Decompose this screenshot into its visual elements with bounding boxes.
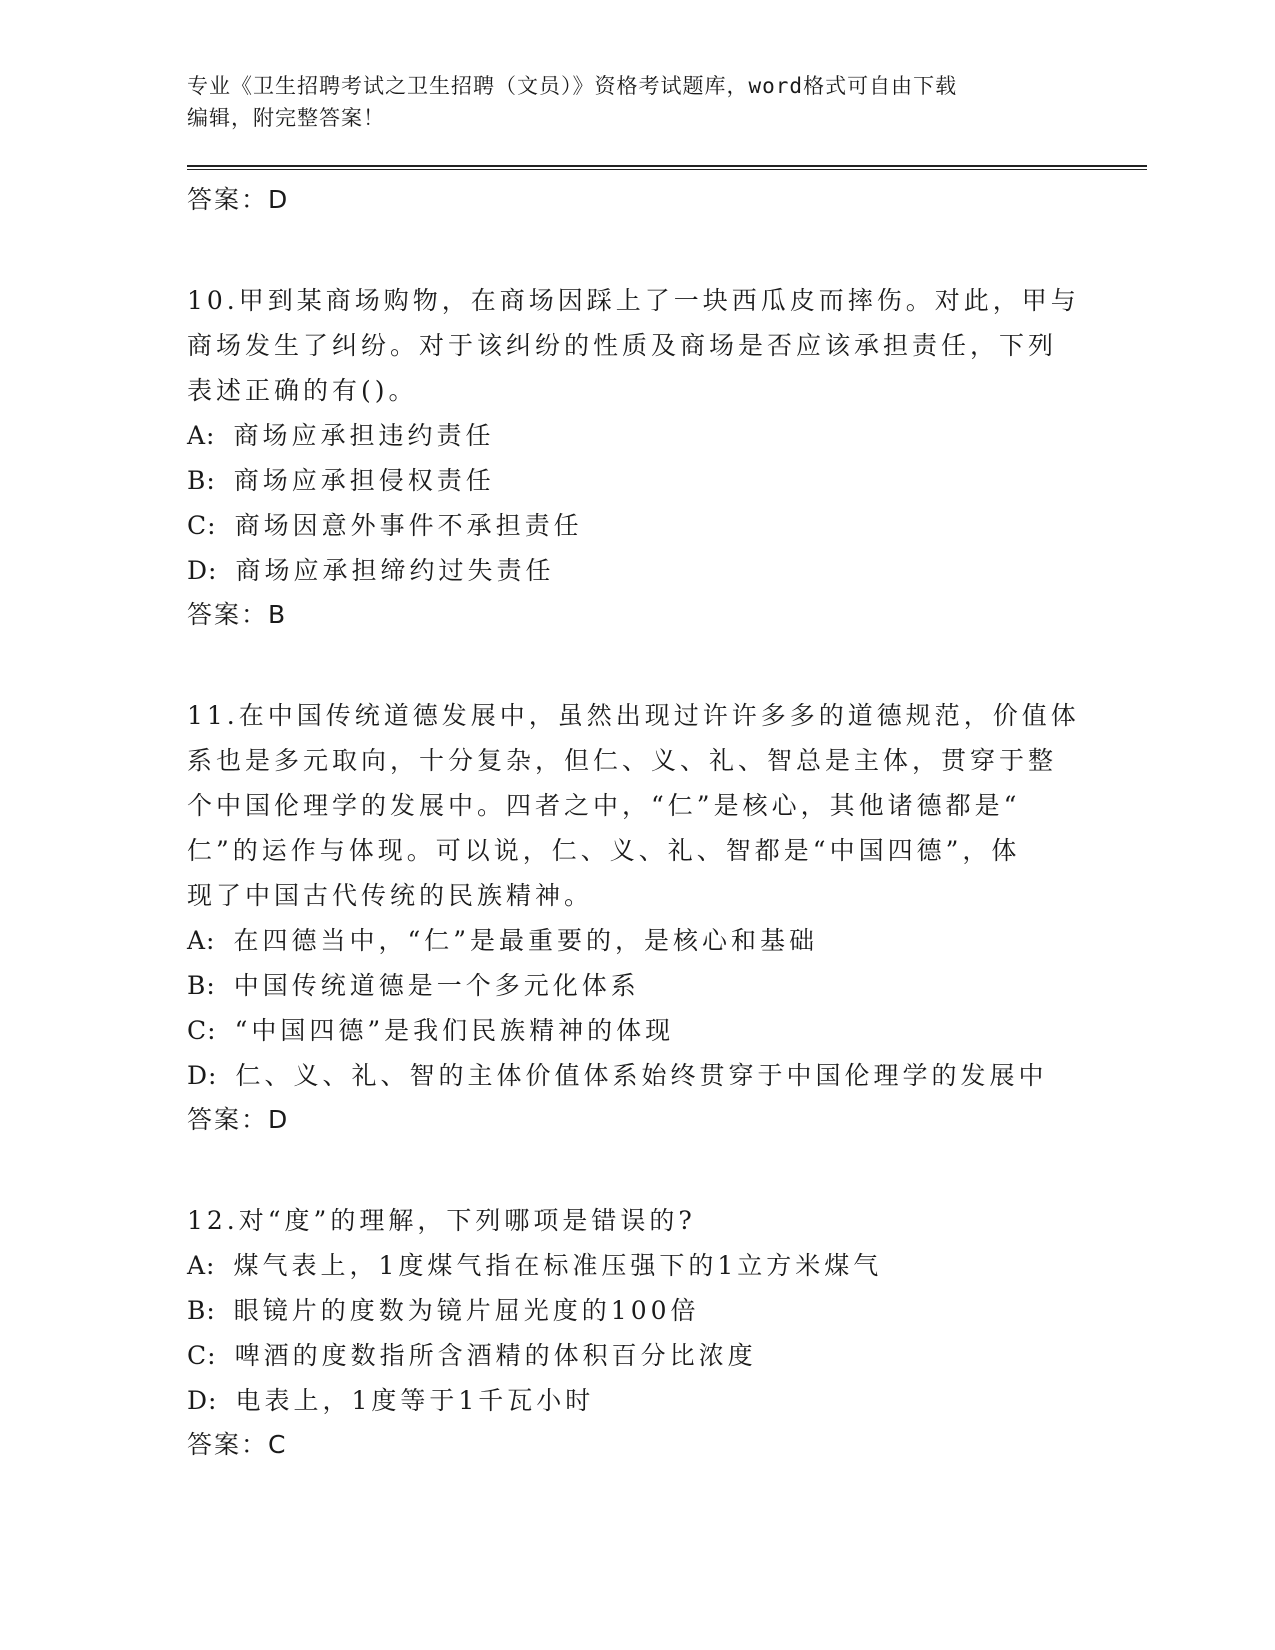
answer-line: 答案：D — [187, 1105, 290, 1134]
option-c — [187, 1008, 1147, 1053]
question-line: 仁”的运作与体现。可以说，仁、义、礼、智都是“中国四德”，体 — [187, 836, 1021, 865]
header-line-2: 编辑，附完整答案！ — [187, 106, 385, 130]
option-d — [187, 548, 1147, 593]
answer-line: 答案：C — [187, 1430, 288, 1459]
option-a — [187, 918, 1147, 963]
option-a — [187, 1243, 1147, 1288]
document-header — [187, 70, 1147, 134]
question-block-11 — [187, 693, 1147, 1138]
option-text: 在四德当中，“仁”是最重要的，是核心和基础 — [233, 926, 819, 955]
question-line: 11.在中国传统道德发展中，虽然出现过许许多多的道德规范，价值体 — [187, 701, 1080, 730]
question-line: 系也是多元取向，十分复杂，但仁、义、礼、智总是主体，贯穿于整 — [187, 746, 1058, 775]
header-divider — [187, 165, 1147, 170]
option-key: D: — [187, 1061, 218, 1090]
option-b — [187, 963, 1147, 1008]
option-key: D: — [187, 1386, 218, 1415]
option-key: C: — [187, 511, 217, 540]
option-text: “中国四德”是我们民族精神的体现 — [234, 1016, 675, 1045]
question-line: 个中国伦理学的发展中。四者之中，“仁”是核心，其他诸德都是“ — [187, 791, 1021, 820]
option-b — [187, 1288, 1147, 1333]
option-key: B: — [187, 466, 216, 495]
option-d — [187, 1053, 1147, 1098]
question-line: 现了中国古代传统的民族精神。 — [187, 881, 594, 910]
question-line: 表述正确的有()。 — [187, 376, 418, 405]
question-line: 商场发生了纠纷。对于该纠纷的性质及商场是否应该承担责任，下列 — [187, 331, 1058, 360]
option-text: 中国传统道德是一个多元化体系 — [233, 971, 640, 1000]
question-line: 12.对“度”的理解，下列哪项是错误的? — [187, 1206, 696, 1235]
option-key: A: — [187, 1251, 216, 1280]
question-line: 10.甲到某商场购物，在商场因踩上了一块西瓜皮而摔伤。对此，甲与 — [187, 286, 1080, 315]
option-key: C: — [187, 1341, 217, 1370]
question-block-10 — [187, 278, 1147, 633]
option-a — [187, 413, 1147, 458]
option-key: A: — [187, 421, 216, 450]
option-b — [187, 458, 1147, 503]
option-text: 商场因意外事件不承担责任 — [234, 511, 583, 540]
option-key: C: — [187, 1016, 217, 1045]
question-block-12 — [187, 1198, 1147, 1463]
option-d — [187, 1378, 1147, 1423]
option-text: 仁、义、礼、智的主体价值体系始终贯穿于中国伦理学的发展中 — [235, 1061, 1048, 1090]
option-key: A: — [187, 926, 216, 955]
option-text: 煤气表上，1度煤气指在标准压强下的1立方米煤气 — [233, 1251, 883, 1280]
document-page — [187, 70, 1147, 1463]
option-key: D: — [187, 556, 218, 585]
option-text: 商场应承担缔约过失责任 — [235, 556, 555, 585]
option-text: 商场应承担违约责任 — [233, 421, 495, 450]
answer-line: 答案：D — [187, 185, 290, 214]
header-line-1: 专业《卫生招聘考试之卫生招聘（文员）》资格考试题库，word格式可自由下载 — [187, 74, 958, 98]
option-text: 电表上，1度等于1千瓦小时 — [235, 1386, 595, 1415]
option-c — [187, 1333, 1147, 1378]
option-key: B: — [187, 1296, 216, 1325]
option-c — [187, 503, 1147, 548]
option-text: 啤酒的度数指所含酒精的体积百分比浓度 — [234, 1341, 757, 1370]
answer-line: 答案：B — [187, 600, 288, 629]
option-text: 眼镜片的度数为镜片屈光度的100倍 — [233, 1296, 700, 1325]
option-text: 商场应承担侵权责任 — [233, 466, 495, 495]
option-key: B: — [187, 971, 216, 1000]
